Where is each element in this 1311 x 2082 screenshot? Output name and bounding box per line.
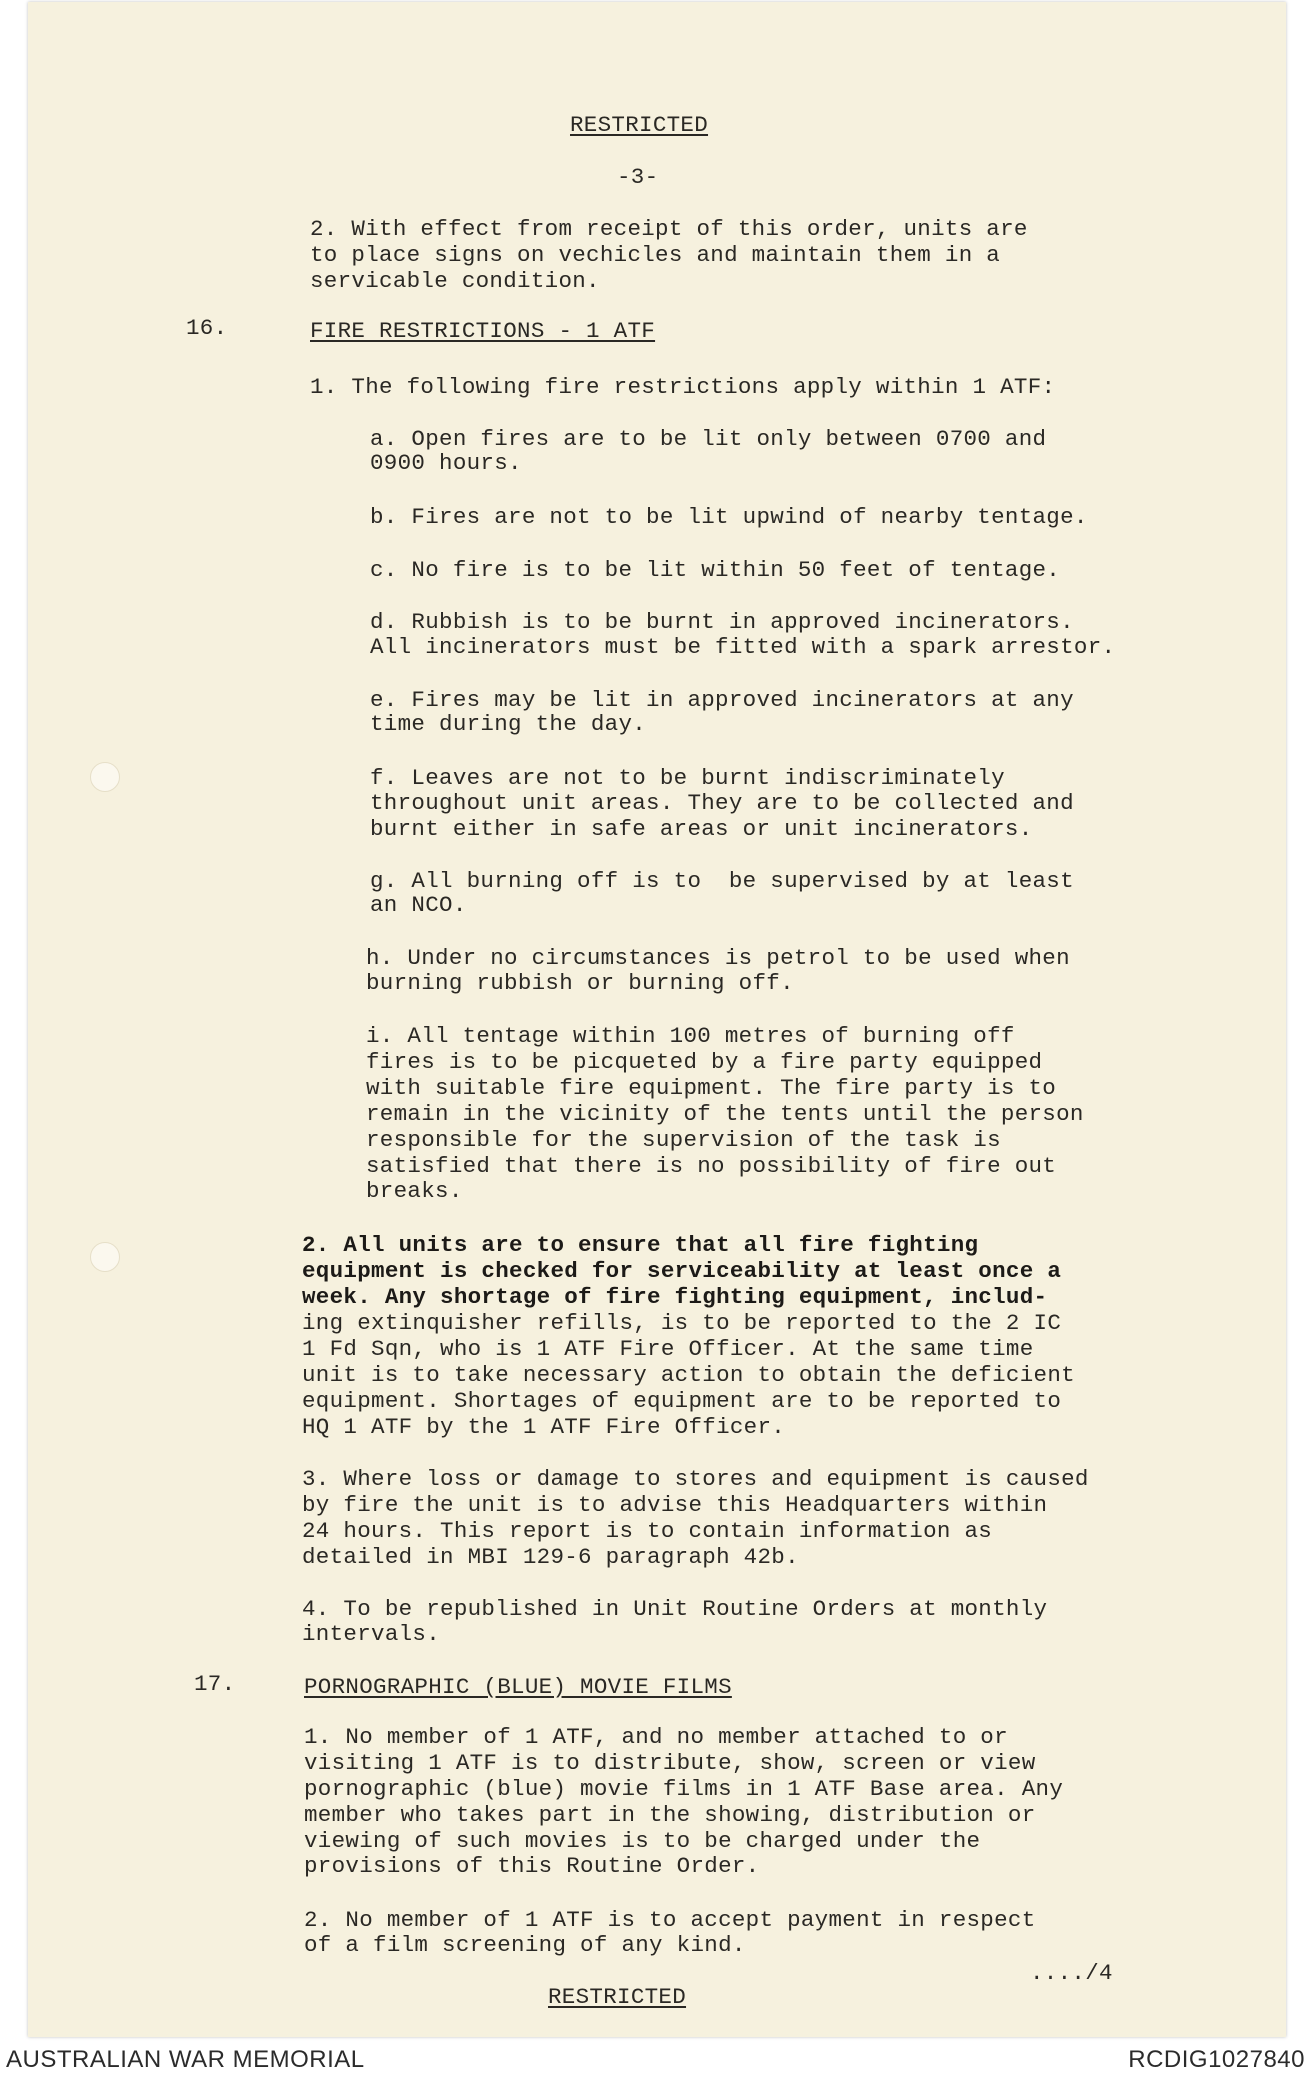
- subpara-line: a. Open fires are to be lit only between 0700 and: [370, 426, 1047, 452]
- para-line: 2. No member of 1 ATF is to accept payment in respect: [304, 1907, 1036, 1933]
- punch-hole-top: [90, 762, 120, 792]
- para-line: 2. With effect from receipt of this order, units are: [310, 216, 1028, 242]
- subpara-line: All incinerators must be fitted with a spark arrestor.: [370, 634, 1116, 660]
- page-number: -3-: [617, 164, 659, 190]
- subpara-line: 0900 hours.: [370, 450, 522, 476]
- subpara-line: d. Rubbish is to be burnt in approved incinerators.: [370, 609, 1074, 635]
- subpara-line: i. All tentage within 100 metres of burning off: [366, 1023, 1015, 1049]
- para-line: 1. No member of 1 ATF, and no member attached to or: [304, 1724, 1008, 1750]
- section-title: PORNOGRAPHIC (BLUE) MOVIE FILMS: [304, 1674, 732, 1700]
- para-line: visiting 1 ATF is to distribute, show, screen or view: [304, 1750, 1036, 1776]
- continuation-marker: ..../4: [1030, 1960, 1113, 1986]
- subpara-line: time during the day.: [370, 711, 647, 737]
- para-line: HQ 1 ATF by the 1 ATF Fire Officer.: [302, 1414, 786, 1440]
- para-line: by fire the unit is to advise this Headquarters within: [302, 1492, 1048, 1518]
- subpara-line: c. No fire is to be lit within 50 feet of tentage.: [370, 557, 1061, 583]
- para-line: provisions of this Routine Order.: [304, 1853, 760, 1879]
- subpara-line: fires is to be picqueted by a fire party equipped: [366, 1049, 1043, 1075]
- para-line: to place signs on vechicles and maintain them in a: [310, 242, 1001, 268]
- section-number: 17.: [194, 1671, 236, 1697]
- archive-institution: AUSTRALIAN WAR MEMORIAL: [6, 2046, 365, 2073]
- para-line: viewing of such movies is to be charged under the: [304, 1828, 981, 1854]
- para-line: pornographic (blue) movie films in 1 ATF Base area. Any: [304, 1776, 1064, 1802]
- subpara-line: breaks.: [366, 1178, 463, 1204]
- section-title: FIRE RESTRICTIONS - 1 ATF: [310, 318, 656, 344]
- para-line: week. Any shortage of fire fighting equipment, includ-: [302, 1284, 1048, 1310]
- subpara-line: b. Fires are not to be lit upwind of nearby tentage.: [370, 504, 1088, 530]
- para-line: unit is to take necessary action to obtain the deficient: [302, 1362, 1075, 1388]
- para-line: ing extinquisher refills, is to be reported to the 2 IC: [302, 1310, 1062, 1336]
- para-line: member who takes part in the showing, distribution or: [304, 1802, 1036, 1828]
- subpara-line: throughout unit areas. They are to be collected and: [370, 790, 1074, 816]
- subpara-line: burning rubbish or burning off.: [366, 970, 794, 996]
- archive-reference: RCDIG1027840: [1128, 2046, 1305, 2073]
- para-line: 1 Fd Sqn, who is 1 ATF Fire Officer. At the same time: [302, 1336, 1034, 1362]
- para-line: 24 hours. This report is to contain information as: [302, 1518, 993, 1544]
- subpara-line: remain in the vicinity of the tents until the person: [366, 1101, 1084, 1127]
- punch-hole-bottom: [90, 1242, 120, 1272]
- subpara-line: h. Under no circumstances is petrol to be used when: [366, 945, 1070, 971]
- subpara-line: burnt either in safe areas or unit incinerators.: [370, 816, 1033, 842]
- subpara-line: e. Fires may be lit in approved incinerators at any: [370, 687, 1074, 713]
- subpara-line: satisfied that there is no possibility of fire out: [366, 1153, 1057, 1179]
- para-line: 4. To be republished in Unit Routine Orders at monthly: [302, 1596, 1048, 1622]
- para-line: 3. Where loss or damage to stores and equipment is caused: [302, 1466, 1089, 1492]
- para-line: equipment. Shortages of equipment are to be reported to: [302, 1388, 1062, 1414]
- para-line: intervals.: [302, 1621, 441, 1647]
- subpara-line: with suitable fire equipment. The fire party is to: [366, 1075, 1057, 1101]
- para-line: equipment is checked for serviceability at least once a: [302, 1258, 1062, 1284]
- para-line: of a film screening of any kind.: [304, 1932, 746, 1958]
- subpara-line: responsible for the supervision of the task is: [366, 1127, 1001, 1153]
- classification-footer: RESTRICTED: [548, 1984, 687, 2010]
- classification-header: RESTRICTED: [570, 112, 709, 138]
- para-line: 1. The following fire restrictions apply within 1 ATF:: [310, 374, 1056, 400]
- para-line: 2. All units are to ensure that all fire fighting: [302, 1232, 979, 1258]
- subpara-line: an NCO.: [370, 892, 467, 918]
- subpara-line: f. Leaves are not to be burnt indiscriminately: [370, 765, 1005, 791]
- para-line: detailed in MBI 129-6 paragraph 42b.: [302, 1544, 799, 1570]
- subpara-line: g. All burning off is to be supervised by at least: [370, 868, 1074, 894]
- para-line: servicable condition.: [310, 268, 600, 294]
- section-number: 16.: [186, 315, 228, 341]
